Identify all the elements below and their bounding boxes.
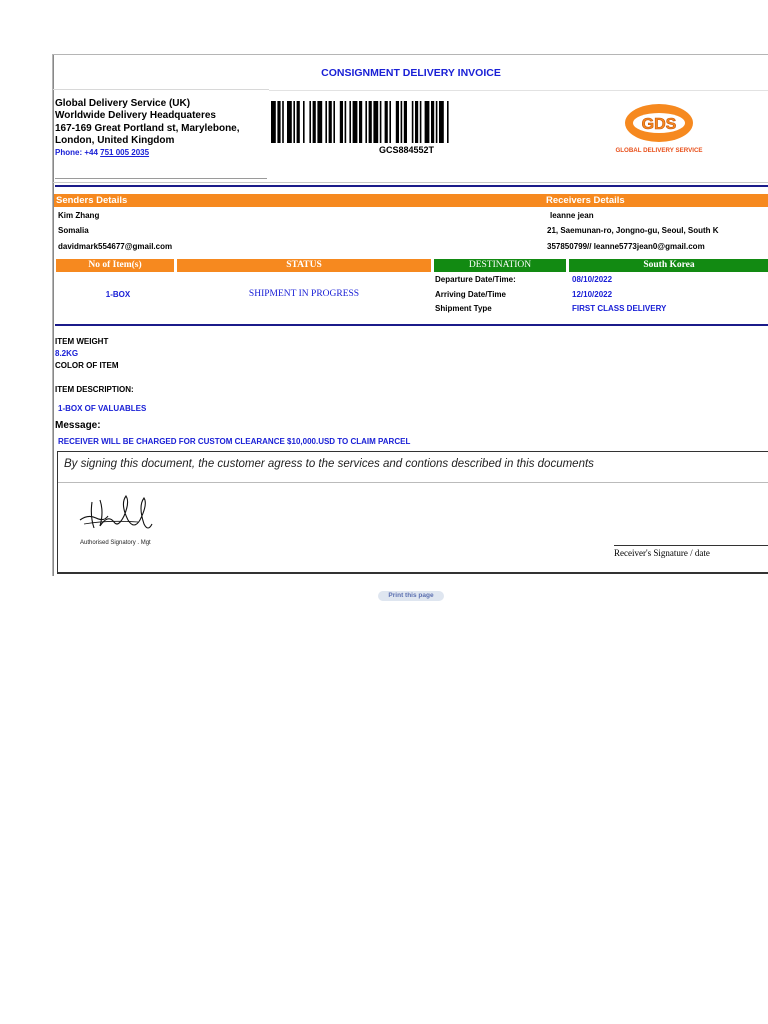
- receiver-name: leanne jean: [550, 211, 594, 220]
- sender-name: Kim Zhang: [58, 211, 100, 220]
- agreement-text: By signing this document, the customer agress to the services and contions described in this documents: [64, 458, 594, 470]
- tracking-code: GCS884552T: [378, 145, 435, 155]
- company-phone: [55, 148, 149, 157]
- authorised-signatory-label: Authorised Signatory . Mgt: [80, 540, 151, 546]
- type-value: FIRST CLASS DELIVERY: [572, 304, 667, 313]
- phone-label: Phone: +44: [55, 148, 101, 157]
- item-weight-value: 8.2KG: [55, 349, 79, 358]
- logo-mark: GDS: [641, 116, 677, 133]
- message-text: RECEIVER WILL BE CHARGED FOR CUSTOM CLEARANCE $10,000.USD TO CLAIM PARCEL: [58, 437, 411, 446]
- company-logo: [607, 99, 717, 157]
- company-hq: Worldwide Delivery Headquateres: [55, 110, 216, 122]
- receiver-signature-label: Receiver's Signature / date: [614, 545, 768, 558]
- items-value: 1-BOX: [105, 290, 131, 299]
- company-street: 167-169 Great Portland st, Marylebone,: [55, 122, 240, 134]
- divider: [53, 182, 768, 183]
- logo-tagline: GLOBAL DELIVERY SERVICE: [615, 147, 703, 154]
- divider: [55, 178, 267, 179]
- invoice-frame: [52, 54, 768, 576]
- company-city: London, United Kingdom: [55, 135, 175, 147]
- item-weight-label: ITEM WEIGHT: [55, 337, 109, 346]
- phone-link[interactable]: 751 005 2035: [100, 148, 150, 157]
- departure-label: Departure Date/Time:: [435, 275, 516, 284]
- senders-header: Senders Details: [54, 194, 545, 207]
- item-color-label: COLOR OF ITEM: [55, 361, 119, 370]
- col-header-destination: DESTINATION: [434, 259, 566, 272]
- sender-country: Somalia: [58, 226, 89, 235]
- type-label: Shipment Type: [435, 304, 492, 313]
- print-button[interactable]: Print this page: [378, 591, 444, 601]
- divider: [269, 90, 545, 91]
- destination-value: South Korea: [569, 259, 768, 272]
- col-header-items: No of Item(s): [56, 259, 174, 272]
- receiver-address: 21, Saemunan-ro, Jongno-gu, Seoul, South K: [547, 226, 719, 235]
- invoice-title: CONSIGNMENT DELIVERY INVOICE: [321, 67, 501, 79]
- divider: [53, 89, 269, 90]
- divider: [58, 482, 768, 483]
- item-description-label: ITEM DESCRIPTION:: [55, 385, 134, 394]
- receiver-contact: 357850799// leanne5773jean0@gmail.com: [547, 242, 705, 251]
- arriving-label: Arriving Date/Time: [435, 290, 506, 299]
- company-name: Global Delivery Service (UK): [55, 98, 191, 109]
- status-value: SHIPMENT IN PROGRESS: [248, 289, 360, 299]
- message-label: Message:: [55, 420, 101, 431]
- divider: [55, 324, 768, 326]
- handwritten-signature: [78, 494, 158, 538]
- item-description-value: 1-BOX OF VALUABLES: [58, 404, 147, 413]
- divider: [545, 90, 768, 91]
- signature-box: [57, 451, 768, 574]
- sender-email: davidmark554677@gmail.com: [58, 242, 173, 251]
- col-header-status: STATUS: [177, 259, 431, 272]
- receivers-header: Receivers Details: [545, 194, 768, 207]
- barcode-image: [271, 101, 542, 143]
- divider: [55, 185, 768, 187]
- company-address: [55, 98, 240, 148]
- arriving-value: 12/10/2022: [572, 290, 613, 299]
- departure-value: 08/10/2022: [572, 275, 613, 284]
- frame-left-border: [53, 55, 54, 576]
